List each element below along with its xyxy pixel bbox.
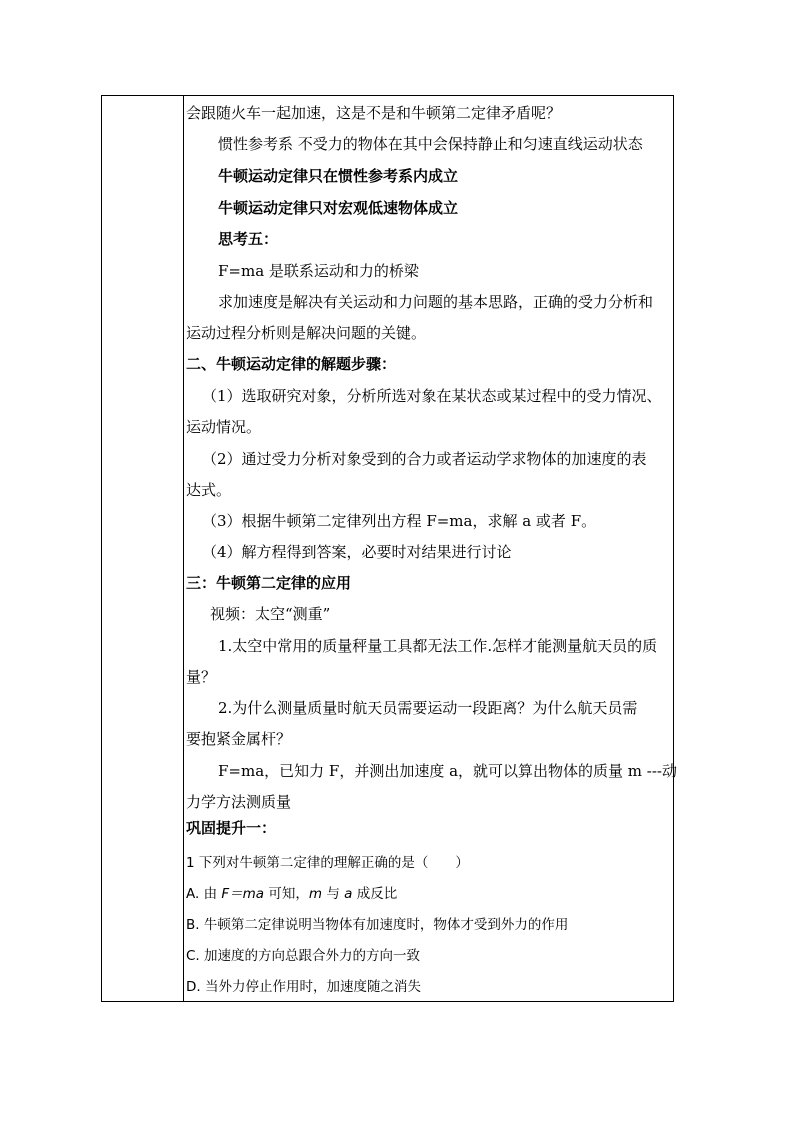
text-line: 量？: [186, 668, 217, 686]
var-m: m: [308, 886, 323, 902]
section-heading: 二、牛顿运动定律的解题步骤：: [186, 355, 397, 373]
step-line: 达式。: [186, 481, 232, 499]
question-stem: 1 下列对牛顿第二定律的理解正确的是（ ）: [186, 855, 469, 871]
text-line: 求加速度是解决有关运动和力问题的基本思路，正确的受力分析和: [218, 293, 654, 311]
lesson-table: [101, 95, 677, 1002]
section-heading: 巩固提升一：: [186, 819, 277, 837]
text-line: F=ma，已知力 F，并测出加速度 a，就可以算出物体的质量 m ---动: [218, 762, 677, 780]
text-line-bold: 牛顿运动定律只在惯性参考系内成立: [218, 167, 459, 185]
text-line-bold: 牛顿运动定律只对宏观低速物体成立: [218, 199, 459, 217]
text-line: 1.太空中常用的质量秤量工具都无法工作.怎样才能测量航天员的质: [218, 637, 658, 655]
option-c: C. 加速度的方向总跟合外力的方向一致: [186, 948, 421, 964]
step-line: （4）解方程得到答案，必要时对结果进行讨论: [202, 543, 512, 561]
content-cell: [186, 96, 675, 1001]
step-line: （1）选取研究对象，分析所选对象在某状态或某过程中的受力情况、: [202, 387, 662, 405]
text-line: 会跟随火车一起加速，这是不是和牛顿第二定律矛盾呢？: [186, 104, 562, 122]
text-line: 要抱紧金属杆？: [186, 730, 292, 748]
formula: F＝ma: [221, 886, 265, 902]
step-line: （3）根据牛顿第二定律列出方程 F=ma，求解 a 或者 F。: [202, 512, 597, 530]
text-line: 视频：太空“测重”: [210, 605, 331, 623]
text-line: 运动过程分析则是解决问题的关键。: [186, 324, 427, 342]
section-heading: 思考五：: [218, 230, 279, 248]
option-a-mid: 可知，: [264, 886, 309, 902]
left-column-cell: [102, 96, 184, 1001]
step-line: （2）通过受力分析对象受到的合力或者运动学求物体的加速度的表: [202, 450, 647, 468]
text-line: 力学方法测质量: [186, 793, 292, 811]
option-a-prefix: A. 由: [186, 886, 222, 902]
option-d: D. 当外力停止作用时，加速度随之消失: [186, 979, 421, 995]
step-line: 运动情况。: [186, 418, 262, 436]
option-a-and: 与: [322, 886, 345, 902]
option-b: B. 牛顿第二定律说明当物体有加速度时，物体才受到外力的作用: [186, 917, 569, 933]
section-heading: 三：牛顿第二定律的应用: [186, 574, 352, 592]
text-line: F=ma 是联系运动和力的桥梁: [218, 262, 419, 280]
option-a: [186, 885, 397, 903]
text-line: 惯性参考系 不受力的物体在其中会保持静止和匀速直线运动状态: [218, 135, 643, 153]
option-a-end: 成反比: [352, 886, 398, 902]
text-line: 2.为什么测量质量时航天员需要运动一段距离？为什么航天员需: [218, 699, 638, 717]
var-a: a: [344, 886, 353, 902]
